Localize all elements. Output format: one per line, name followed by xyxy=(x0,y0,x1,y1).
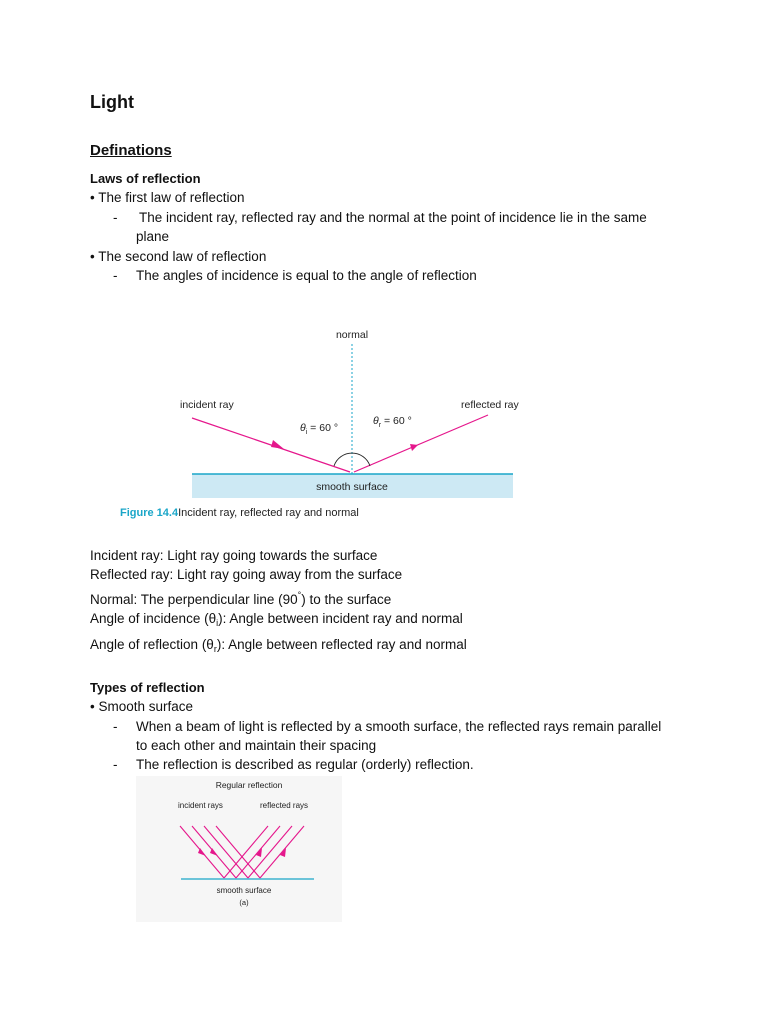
second-law-bullet: • The second law of reflection xyxy=(90,249,267,264)
first-law-bullet: • The first law of reflection xyxy=(90,190,245,205)
incidence-angle-label: $\theta_i = 60$ ° xyxy=(300,422,339,436)
reflected-rays-label: reflected rays xyxy=(260,801,309,810)
regular-reflection-title: Regular reflection xyxy=(215,780,283,790)
dash-marker: - xyxy=(113,719,118,734)
reflection-angle-label: $\theta_r = 60$ ° xyxy=(373,415,412,429)
smooth-surface-label: smooth surface xyxy=(216,886,272,895)
reflection-figure xyxy=(0,320,768,530)
dash-marker: - xyxy=(113,757,118,772)
regular-reflection-text: The reflection is described as regular (orderly) reflection. xyxy=(136,757,474,772)
incident-rays-label: incident rays xyxy=(178,801,223,810)
regular-reflection-figure xyxy=(136,776,342,922)
incident-ray-definition: Incident ray: Light ray going towards the surface xyxy=(90,548,378,563)
smooth-surface-bullet: • Smooth surface xyxy=(90,699,194,714)
figure-caption: Figure 14.4Incident ray, reflected ray and normal xyxy=(120,507,359,519)
dash-marker: - xyxy=(113,268,118,283)
section-heading: Definations xyxy=(90,142,172,159)
types-heading: Types of reflection xyxy=(90,680,205,695)
first-law-text-line1: The incident ray, reflected ray and the normal at the point of incidence lie in the same xyxy=(139,210,647,225)
reflected-ray-definition: Reflected ray: Light ray going away from the surface xyxy=(90,567,403,582)
incident-ray-label: incident ray xyxy=(180,399,234,411)
first-law-text-line2: plane xyxy=(136,229,170,244)
reflected-ray-label: reflected ray xyxy=(461,399,519,411)
second-law-text: The angles of incidence is equal to the angle of reflection xyxy=(136,268,477,283)
smooth-text-line2: to each other and maintain their spacing xyxy=(136,738,377,753)
reflected-arrow xyxy=(410,444,418,451)
dash-marker: - xyxy=(113,210,118,225)
surface-label: smooth surface xyxy=(316,481,388,493)
smooth-text-line1: When a beam of light is reflected by a smooth surface, the reflected rays remain parallel xyxy=(136,719,662,734)
figure-sub-label: (a) xyxy=(239,898,249,907)
angle-of-incidence-definition: Angle of incidence $(\theta_i)$: Angle between incident ray and normal xyxy=(90,611,463,628)
page-title: Light xyxy=(90,92,134,112)
incident-arrow xyxy=(271,440,284,449)
normal-definition: Normal: The perpendicular line (90°) to the surface xyxy=(90,590,392,607)
normal-label: normal xyxy=(335,329,369,341)
angle-of-reflection-definition: Angle of reflection $(\theta_r)$: Angle between reflected ray and normal xyxy=(90,637,467,654)
laws-heading: Laws of reflection xyxy=(90,171,201,186)
